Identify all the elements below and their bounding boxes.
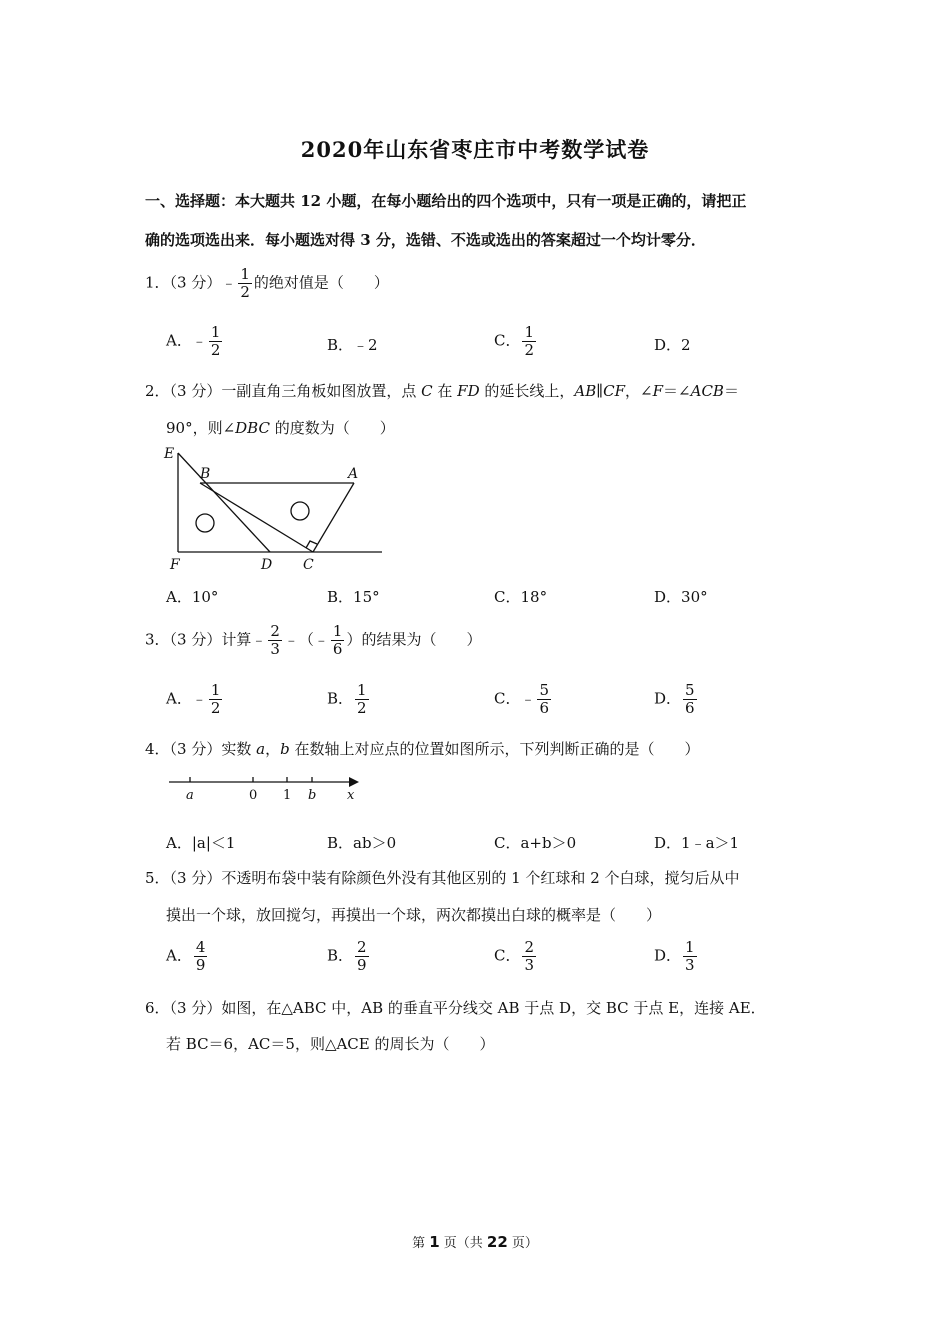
q5-option-a: A． $\frac{4}{9}$ xyxy=(166,938,206,974)
question-5-line2: 摸出一个球，放回搅匀，再摸出一个球，两次都摸出白球的概率是（ ） xyxy=(166,906,662,924)
axis-label-b: b xyxy=(308,788,317,803)
section-heading-line2: 确的选项选出来．每小题选对得 3 分，选错、不选或选出的答案超过一个均计零分． xyxy=(145,231,706,249)
q1-option-d: D．2 xyxy=(654,336,691,354)
q1-option-a: A．﹣ $\frac{1}{2}$ xyxy=(166,323,221,359)
q5-option-b: B． $\frac{2}{9}$ xyxy=(327,938,367,974)
question-2-line2: 90°，则∠DBC 的度数为（ ） xyxy=(166,419,395,437)
question-6-line2: 若 BC＝6，AC＝5，则△ACE 的周长为（ ） xyxy=(166,1035,495,1053)
q3-option-a: A．﹣ $\frac{1}{2}$ xyxy=(166,681,221,717)
label-F: F xyxy=(170,557,180,573)
q4-option-d: D．1﹣a＞1 xyxy=(654,834,740,852)
page-footer: 第 1 页（共 22 页） xyxy=(412,1233,538,1251)
q2-option-b: B．15° xyxy=(327,588,380,606)
q1-option-b: B．﹣2 xyxy=(327,336,378,354)
axis-label-1: 1 xyxy=(283,788,292,803)
label-E: E xyxy=(164,446,175,462)
q5-option-d: D． $\frac{1}{3}$ xyxy=(654,938,695,974)
axis-label-0: 0 xyxy=(249,788,258,803)
label-A: A xyxy=(348,466,359,482)
q1-option-c: C． $\frac{1}{2}$ xyxy=(494,323,535,359)
q4-option-a: A．|a|＜1 xyxy=(166,834,236,852)
q1-fraction: $\frac{1}{2}$ xyxy=(240,265,250,301)
q2-option-c: C．18° xyxy=(494,588,548,606)
q4-number-line xyxy=(165,772,365,806)
label-B: B xyxy=(200,466,211,482)
axis-label-a: a xyxy=(186,788,194,803)
label-C: C xyxy=(303,557,314,573)
q4-option-b: B．ab＞0 xyxy=(327,834,397,852)
axis-label-x: x xyxy=(347,788,355,803)
label-D: D xyxy=(261,557,273,573)
q4-option-c: C．a+b＞0 xyxy=(494,834,577,852)
question-1: 1．（3 分）﹣ $\frac{1}{2}$ 的绝对值是（ ） xyxy=(145,265,389,301)
question-6-line1: 6．（3 分）如图，在△ABC 中，AB 的垂直平分线交 AB 于点 D，交 BC 于点 E，连接 AE． xyxy=(145,999,766,1017)
q2-option-d: D．30° xyxy=(654,588,708,606)
question-3: 3．（3 分）计算﹣ $\frac{2}{3}$ ﹣（﹣ $\frac{1}{6}$ ）的结果为（ ） xyxy=(145,622,482,658)
page-title: 2020年山东省枣庄市中考数学试卷 xyxy=(300,137,650,162)
q3-option-b: B． $\frac{1}{2}$ xyxy=(327,681,367,717)
question-4: 4．（3 分）实数 a，b 在数轴上对应点的位置如图所示，下列判断正确的是（ ） xyxy=(145,740,700,758)
question-2-line1: 2．（3 分）一副直角三角板如图放置，点 C 在 FD 的延长线上，AB∥CF，∠F＝∠ACB＝ xyxy=(145,382,739,400)
q2-triangle-figure xyxy=(160,445,390,575)
q3-option-d: D． $\frac{5}{6}$ xyxy=(654,681,695,717)
q2-option-a: A．10° xyxy=(166,588,219,606)
q5-option-c: C． $\frac{2}{3}$ xyxy=(494,938,535,974)
question-5-line1: 5．（3 分）不透明布袋中装有除颜色外没有其他区别的 1 个红球和 2 个白球，搅匀后从中 xyxy=(145,869,740,887)
q3-option-c: C．﹣ $\frac{5}{6}$ xyxy=(494,681,550,717)
section-heading-line1: 一、选择题：本大题共 12 小题，在每小题给出的四个选项中，只有一项是正确的，请把正 xyxy=(145,192,747,210)
